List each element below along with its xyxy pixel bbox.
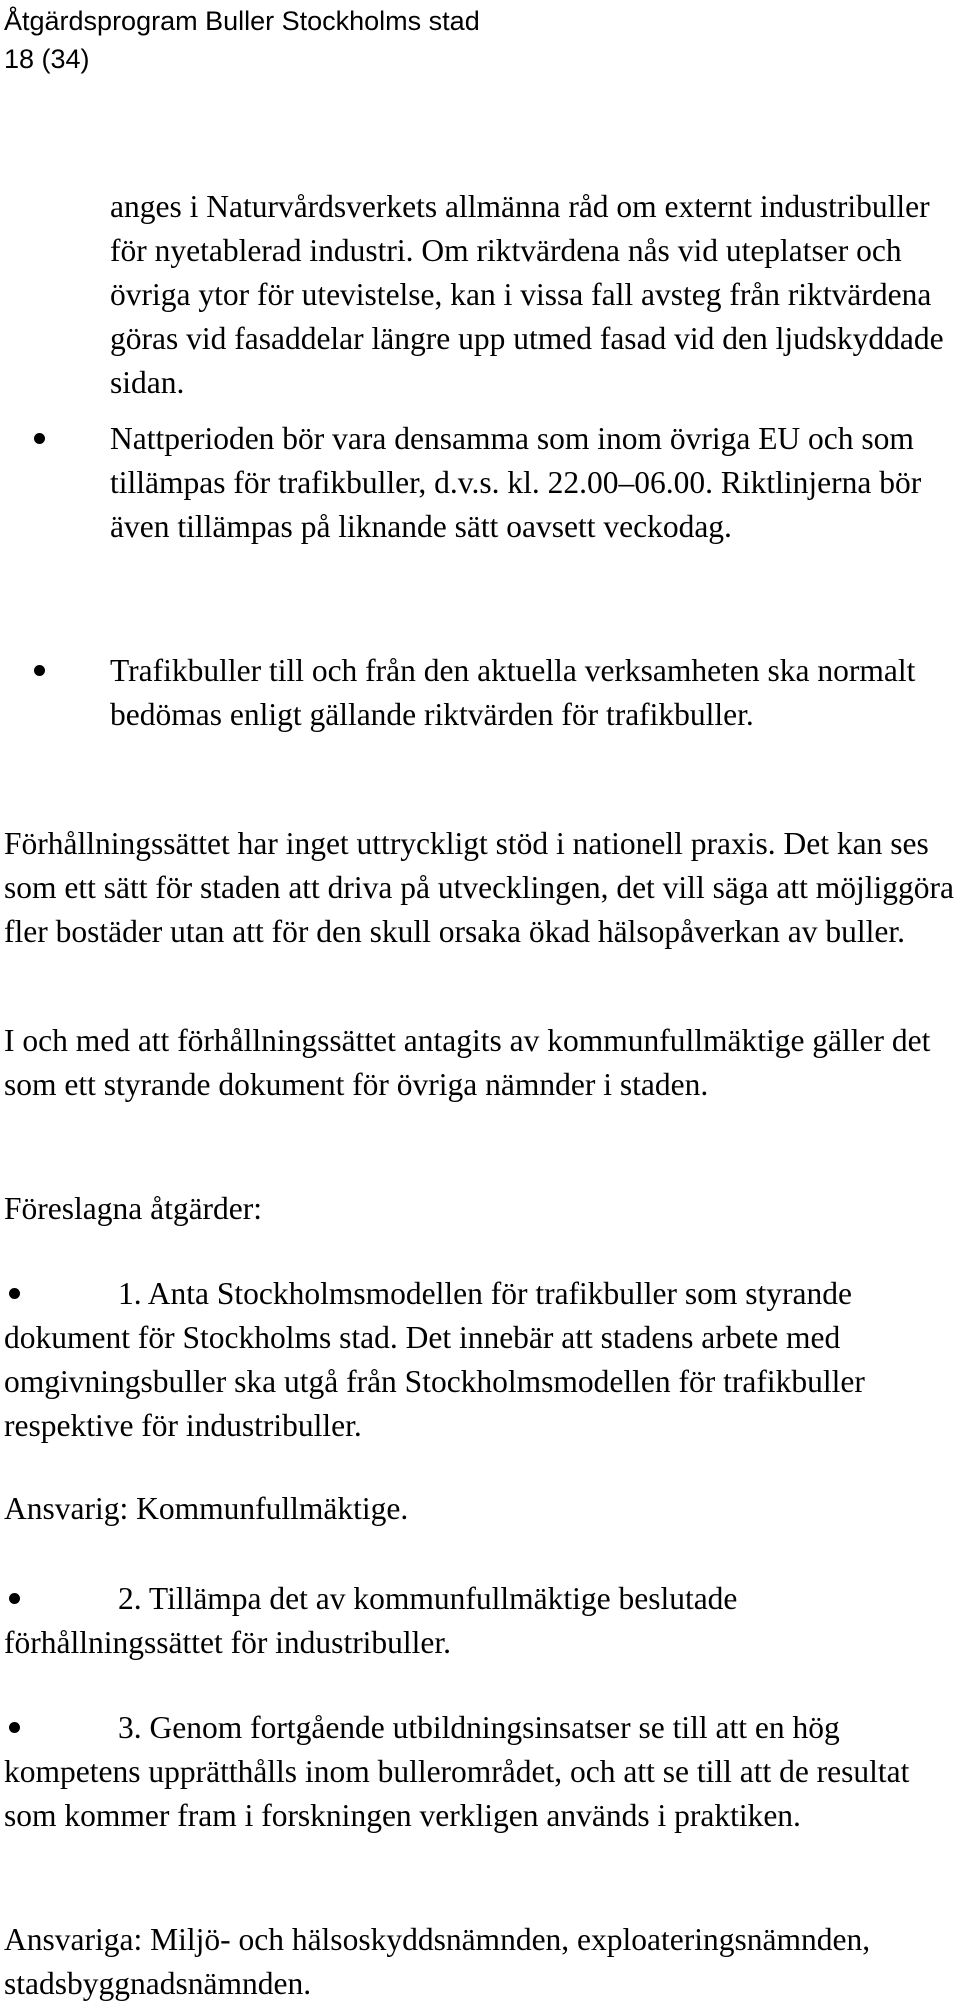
bullet-text: Trafikbuller till och från den aktuella verksamheten ska normalt bedömas enligt gällande riktvärden för trafikbuller. — [110, 653, 916, 732]
bullet-icon — [34, 665, 45, 676]
bullet-icon — [34, 433, 45, 444]
document-title: Åtgärdsprogram Buller Stockholms stad — [4, 6, 480, 36]
bullet-icon — [9, 1722, 20, 1733]
continuation-paragraph: anges i Naturvårdsverkets allmänna råd om externt industribuller för nyetablerad industri. Om riktvärdena nås vid uteplatser och övriga ytor för utevistelse, kan i vissa fall avsteg från riktvärdena göras vid fasaddelar längre upp utmed fasad vid den ljudskyddade sidan. — [110, 189, 944, 400]
page-header — [4, 2, 480, 78]
responsible-label: Ansvariga: Miljö- och hälsoskyddsnämnden, exploateringsnämnden, stadsbyggnadsnämnden. — [4, 1922, 871, 2001]
measures-heading: Föreslagna åtgärder: — [4, 1191, 263, 1226]
praxis-paragraph: Förhållningssättet har inget uttryckligt stöd i nationell praxis. Det kan ses som ett sätt för staden att driva på utvecklingen, det vill säga att möjliggöra fler bostäder utan att för den skull orsaka ökad hälsopåverkan av buller. — [4, 826, 954, 949]
measure-text: 1. Anta Stockholmsmodellen för trafikbuller som styrande dokument för Stockholms stad. Det innebär att stadens arbete med omgivningsbuller ska utgå från Stockholmsmodellen för trafikbuller respektive för industribuller. — [4, 1276, 865, 1443]
measure-text: 2. Tillämpa det av kommunfullmäktige beslutade förhållningssättet för industribuller. — [4, 1581, 738, 1660]
measure-item — [4, 1577, 954, 1665]
adopted-paragraph: I och med att förhållningssättet antagits av kommunfullmäktige gäller det som ett styrande dokument för övriga nämnder i staden. — [4, 1023, 931, 1102]
bullet-icon — [9, 1288, 20, 1299]
measure-text: 3. Genom fortgående utbildningsinsatser se till att en hög kompetens upprätthålls inom bullerområdet, och att se till att de resultat som kommer fram i forskningen verkligen används i praktiken. — [4, 1710, 910, 1833]
bullet-icon — [9, 1593, 20, 1604]
responsible-label: Ansvarig: Kommunfullmäktige. — [4, 1491, 409, 1526]
bullet-item — [110, 417, 950, 549]
measure-item — [4, 1706, 954, 1838]
bullet-text: Nattperioden bör vara densamma som inom övriga EU och som tillämpas för trafikbuller, d.v.s. kl. 22.00–06.00. Riktlinjerna bör även tillämpas på liknande sätt oavsett veckodag. — [110, 421, 922, 544]
page-number: 18 (34) — [4, 44, 90, 74]
measure-item — [4, 1272, 954, 1448]
bullet-item — [110, 649, 950, 737]
